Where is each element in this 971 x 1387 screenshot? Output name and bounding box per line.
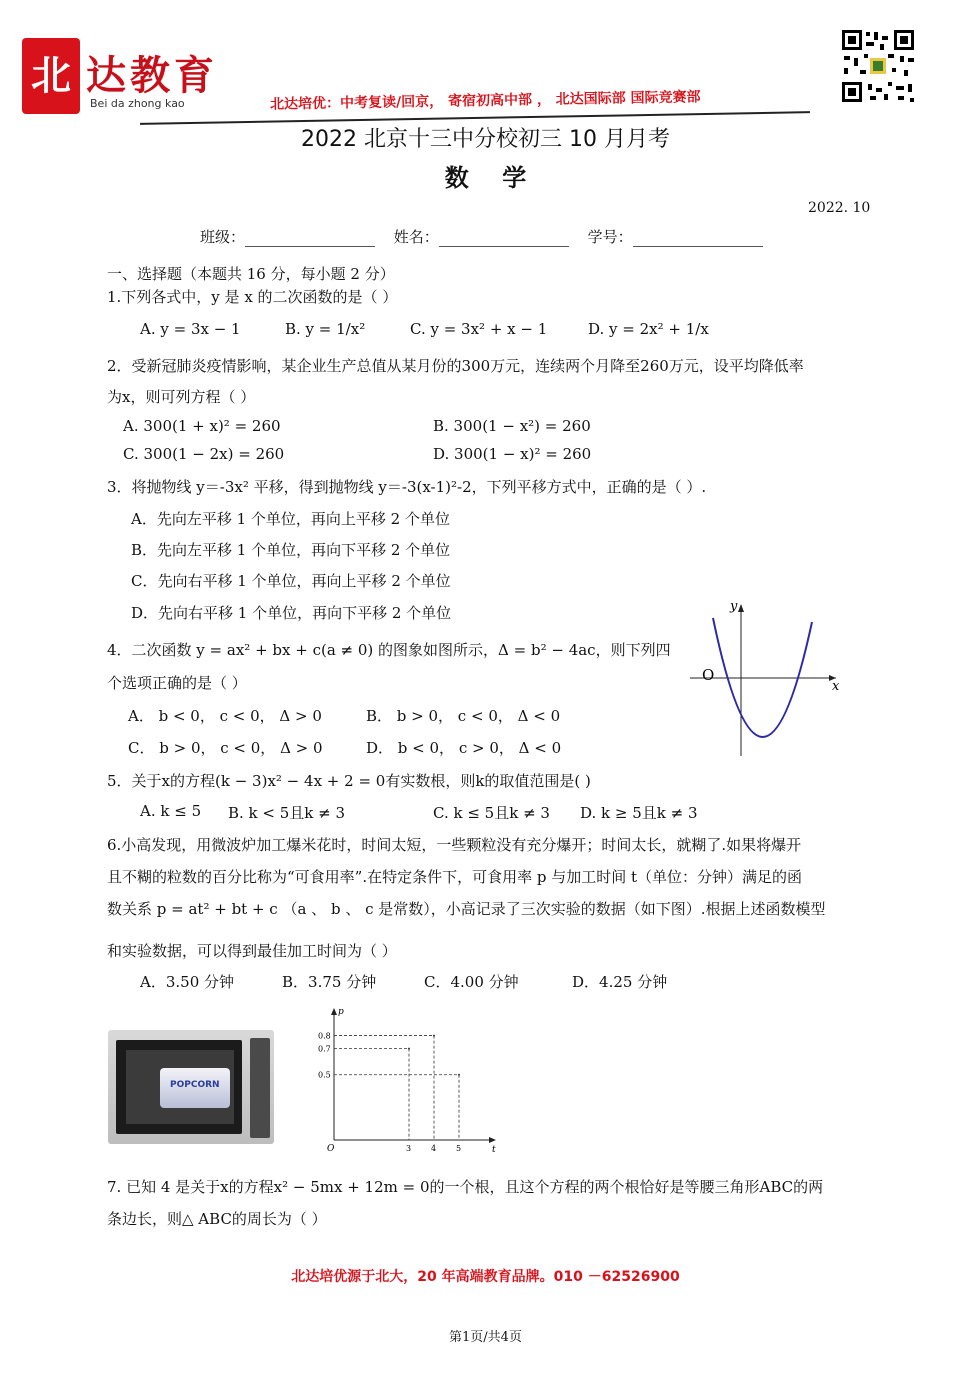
q5-option-c[interactable]: C. k ≤ 5且k ≠ 3	[433, 804, 550, 822]
chart-y-tick-label: 0.5	[318, 1070, 331, 1080]
q6-option-c[interactable]: C．4.00 分钟	[424, 973, 519, 991]
q2-option-a[interactable]: A. 300(1 + x)² = 260	[123, 417, 281, 435]
q6-data-chart	[312, 1008, 502, 1154]
q4-option-b[interactable]: B． b > 0， c < 0， Δ < 0	[366, 707, 561, 725]
chart-x-label: t	[492, 1145, 496, 1154]
chart-y-label: p	[338, 1008, 344, 1017]
q4-option-c[interactable]: C． b > 0， c < 0， Δ > 0	[128, 739, 323, 757]
q6-option-d[interactable]: D．4.25 分钟	[572, 973, 668, 991]
name-label: 姓名：	[393, 228, 439, 246]
q2-stem-line1: 2．受新冠肺炎疫情影响，某企业生产总值从某月份的300万元，连续两个月降至260万元，设平均降低率	[107, 357, 804, 375]
chart-data-point	[458, 1074, 460, 1076]
q1-stem: 1.下列各式中，y 是 x 的二次函数的是（ ）	[107, 288, 398, 306]
student-id-label: 学号：	[587, 228, 633, 246]
q2-option-c[interactable]: C. 300(1 − 2x) = 260	[123, 445, 285, 463]
q6-stem-line4: 和实验数据，可以得到最佳加工时间为（ ）	[107, 942, 397, 960]
microwave-photo	[108, 1030, 274, 1144]
class-field[interactable]	[245, 232, 375, 247]
q6-stem-line2: 且不糊的粒数的百分比称为“可食用率”.在特定条件下，可食用率 p 与加工时间 t（单位：分钟）满足的函	[107, 868, 803, 886]
section-heading: 一、选择题（本题共 16 分，每小题 2 分）	[107, 265, 395, 283]
class-label: 班级：	[200, 228, 246, 246]
chart-x-tick-label: 5	[456, 1144, 462, 1153]
q5-option-a[interactable]: A. k ≤ 5	[140, 802, 202, 820]
chart-y-tick-label: 0.7	[318, 1044, 331, 1054]
q3-option-c[interactable]: C．先向右平移 1 个单位，再向上平移 2 个单位	[131, 572, 451, 590]
q6-option-b[interactable]: B．3.75 分钟	[282, 973, 377, 991]
page-title: 2022 北京十三中分校初三 10 月月考	[301, 127, 670, 152]
q4-option-d[interactable]: D． b < 0， c > 0， Δ < 0	[366, 739, 562, 757]
q3-option-d[interactable]: D．先向右平移 1 个单位，再向下平移 2 个单位	[131, 604, 452, 622]
q7-stem-line1: 7. 已知 4 是关于x的方程x² − 5mx + 12m = 0的一个根，且这个方程的两个根恰好是等腰三角形ABC的两	[107, 1178, 824, 1196]
footer-slogan: 北达培优源于北大，20 年高端教育品牌。010 －62526900	[291, 1269, 680, 1285]
subject-title: 数 学	[444, 164, 527, 192]
q1-option-a[interactable]: A. y = 3x − 1	[140, 320, 241, 338]
exam-date: 2022. 10	[808, 200, 871, 216]
chart-y-arrow-icon	[331, 1008, 337, 1015]
q4-option-a[interactable]: A． b < 0， c < 0， Δ > 0	[128, 707, 322, 725]
q1-option-d[interactable]: D. y = 2x² + 1/x	[588, 320, 709, 338]
q3-option-a[interactable]: A．先向左平移 1 个单位，再向上平移 2 个单位	[131, 510, 450, 528]
chart-data-point	[433, 1035, 435, 1037]
popcorn-bag-label: POPCORN	[170, 1080, 220, 1090]
q3-stem: 3．将抛物线 y＝-3x² 平移，得到抛物线 y＝-3(x-1)²-2，下列平移方式中，正确的是（ ）.	[107, 478, 707, 496]
q6-stem-line3: 数关系 p = at² + bt + c （a 、 b 、 c 是常数），小高记录了三次实验的数据（如下图）.根据上述函数模型	[107, 900, 826, 918]
q1-option-c[interactable]: C. y = 3x² + x − 1	[410, 320, 548, 338]
header-slogan: 北达培优：中考复读/回京， 寄宿初高中部 ， 北达国际部 国际竞赛部	[269, 89, 701, 113]
chart-x-arrow-icon	[489, 1137, 496, 1143]
chart-data-point	[408, 1048, 410, 1050]
q6-stem-line1: 6.小高发现，用微波炉加工爆米花时，时间太短，一些颗粒没有充分爆开；时间太长，就糊了.如果将爆开	[107, 836, 802, 854]
page-number: 第1页/共4页	[449, 1330, 522, 1345]
logo-pinyin: Bei da zhong kao	[90, 97, 185, 110]
q6-option-a[interactable]: A．3.50 分钟	[140, 973, 234, 991]
chart-y-tick-label: 0.8	[318, 1031, 331, 1041]
q4-stem-line1: 4．二次函数 y = ax² + bx + c(a ≠ 0) 的图象如图所示，Δ = b² − 4ac，则下列四	[107, 641, 671, 659]
chart-x-tick-label: 4	[431, 1144, 437, 1153]
q5-option-d[interactable]: D. k ≥ 5且k ≠ 3	[580, 804, 698, 822]
logo-mark: 北	[22, 38, 80, 114]
q4-x-label: x	[832, 679, 840, 694]
q5-stem: 5．关于x的方程(k − 3)x² − 4x + 2 = 0有实数根，则k的取值范围是( )	[107, 772, 591, 790]
q4-y-label: y	[730, 599, 738, 614]
student-info-row	[200, 226, 777, 247]
q2-option-d[interactable]: D. 300(1 − x)² = 260	[433, 445, 592, 463]
student-id-field[interactable]	[633, 232, 763, 247]
q2-option-b[interactable]: B. 300(1 − x²) = 260	[433, 417, 591, 435]
q4-y-arrow-icon	[738, 604, 744, 612]
name-field[interactable]	[439, 232, 569, 247]
q3-option-b[interactable]: B．先向左平移 1 个单位，再向下平移 2 个单位	[131, 541, 451, 559]
q2-stem-line2: 为x，则可列方程（ ）	[107, 388, 256, 406]
q5-option-b[interactable]: B. k < 5且k ≠ 3	[228, 804, 346, 822]
logo-text: 达教育	[86, 53, 218, 99]
chart-x-tick-label: 3	[406, 1144, 412, 1153]
q4-parabola-graph	[686, 596, 846, 762]
q4-stem-line2: 个选项正确的是（ ）	[107, 674, 247, 692]
q7-stem-line2: 条边长，则△ ABC的周长为（ ）	[107, 1210, 327, 1228]
qr-code-icon	[840, 28, 916, 104]
q4-origin-label: O	[702, 666, 715, 684]
q1-option-b[interactable]: B. y = 1/x²	[285, 320, 366, 338]
chart-origin-label: O	[327, 1144, 335, 1154]
